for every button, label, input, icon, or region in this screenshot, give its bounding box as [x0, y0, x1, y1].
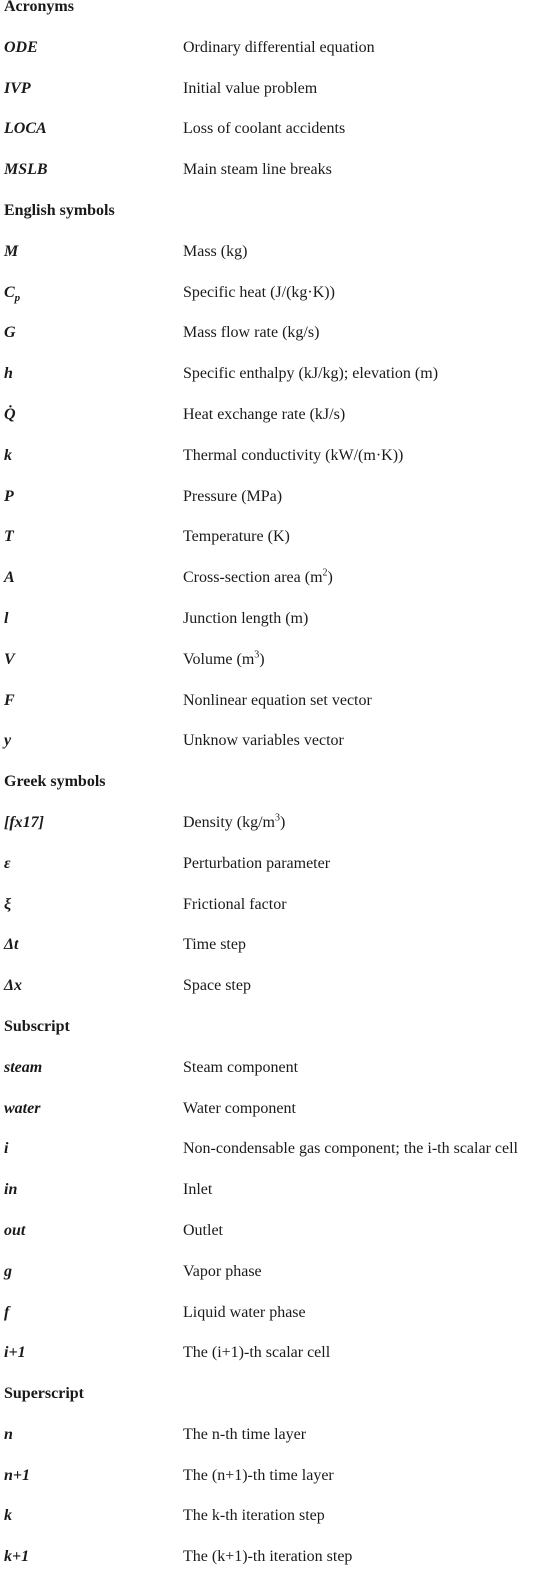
symbol-cp: $C_p$: [4, 283, 21, 304]
symbol-description: Outlet: [183, 1221, 223, 1239]
symbol-description: Vapor phase: [183, 1262, 262, 1280]
nomenclature-row: [0, 1099, 558, 1143]
symbol-f: f: [4, 1303, 10, 1321]
symbol-description: Heat exchange rate (kJ/s): [183, 405, 346, 423]
symbol-description: Density $(kg/m^3)$: [183, 812, 286, 831]
symbol-x: Δx: [4, 977, 23, 995]
symbol-ode: ODE: [4, 38, 38, 56]
nomenclature-row: [0, 326, 558, 367]
symbol-q: Q̇: [4, 405, 16, 423]
symbol-description: Junction length (m): [183, 609, 309, 627]
nomenclature-row: [0, 38, 558, 82]
nomenclature-row: [0, 1183, 558, 1224]
symbol-description: Time step: [183, 936, 246, 954]
nomenclature-row: [0, 530, 558, 571]
nomenclature-row: [0, 1509, 558, 1550]
symbol-n-1: n+1: [4, 1466, 31, 1484]
section-heading-superscript: [0, 1387, 558, 1428]
symbol-ivp: IVP: [4, 79, 31, 97]
symbol-i-1: i+1: [4, 1344, 26, 1362]
section-heading-greek-symbols: [0, 775, 558, 816]
nomenclature-row: [0, 812, 558, 857]
symbol-description: Perturbation parameter: [183, 854, 331, 872]
symbol-a: A: [4, 569, 15, 587]
nomenclature-row: [0, 1058, 558, 1102]
symbol-water: water: [4, 1099, 41, 1117]
symbol-n: n: [4, 1425, 13, 1443]
symbol-h: h: [4, 365, 13, 383]
nomenclature-row: [0, 283, 558, 327]
nomenclature-row: [0, 979, 558, 1020]
symbol-g: g: [4, 1262, 12, 1280]
nomenclature-row: [0, 487, 558, 531]
symbol-g: G: [4, 324, 16, 342]
symbol-description: Mass (kg): [183, 242, 248, 260]
symbol-description: Non-condensable gas component; the i-th scalar cell: [183, 1140, 518, 1158]
symbol-loca: LOCA: [4, 120, 47, 138]
nomenclature-row: [0, 1262, 558, 1306]
nomenclature-row: [0, 734, 558, 775]
nomenclature-row: [0, 163, 558, 204]
symbol-description: Main steam line breaks: [183, 161, 332, 179]
symbol-k: k: [4, 446, 12, 464]
section-title: English symbols: [4, 201, 115, 219]
symbol-fx17: [fx17]: [4, 813, 44, 831]
section-title: Superscript: [4, 1385, 84, 1403]
symbol-in: in: [4, 1181, 18, 1199]
symbol-description: Nonlinear equation set vector: [183, 691, 372, 709]
nomenclature-row: [0, 854, 558, 898]
nomenclature-row: [0, 567, 558, 612]
section-title: Greek symbols: [4, 773, 106, 791]
symbol-description: Cross-section area $(m^2)$: [183, 567, 333, 587]
nomenclature-row: [0, 1425, 558, 1469]
nomenclature-row: [0, 691, 558, 735]
nomenclature-row: [0, 1466, 558, 1510]
symbol-description: The k-th iteration step: [183, 1507, 325, 1525]
symbol-out: out: [4, 1221, 26, 1239]
symbol-description: The n-th time layer: [183, 1425, 307, 1443]
symbol-t: T: [4, 528, 14, 546]
symbol-description: Ordinary differential equation: [183, 38, 375, 56]
symbol-mslb: MSLB: [4, 161, 48, 179]
symbol-description: Frictional factor: [183, 895, 287, 913]
symbol-description: Thermal conductivity (kW/(m·K)): [183, 446, 404, 464]
section-heading-english-symbols: [0, 201, 558, 245]
symbol-description: Mass flow rate (kg/s): [183, 324, 320, 342]
symbol-description: Steam component: [183, 1058, 299, 1076]
symbol-description: Liquid water phase: [183, 1303, 306, 1321]
nomenclature-row: [0, 1303, 558, 1347]
symbol-steam: steam: [4, 1058, 43, 1076]
symbol-description: Loss of coolant accidents: [183, 120, 346, 138]
symbol-description: Volume $(m^3)$: [183, 649, 265, 668]
symbol-description: The (i+1)-th scalar cell: [183, 1344, 331, 1362]
nomenclature-row: [0, 938, 558, 979]
symbol-m: M: [4, 242, 19, 260]
section-title: Acronyms: [4, 0, 74, 15]
section-heading-subscript: [0, 1017, 558, 1061]
symbol-y: y⃗: [4, 732, 24, 750]
symbol-k: k: [4, 1507, 12, 1525]
symbol-t: Δt: [4, 936, 19, 954]
nomenclature-row: [0, 446, 558, 490]
symbol-symbol: ε: [4, 854, 11, 872]
nomenclature-row: [0, 895, 558, 939]
symbol-k-1: k+1: [4, 1548, 30, 1566]
symbol-description: Inlet: [183, 1181, 213, 1199]
nomenclature-row: [0, 79, 558, 123]
nomenclature-row: [0, 1550, 558, 1591]
symbol-description: Initial value problem: [183, 79, 318, 97]
symbol-description: Specific heat (J/(kg·K)): [183, 283, 335, 301]
nomenclature-row: [0, 649, 558, 694]
symbol-description: Specific enthalpy (kJ/kg); elevation (m): [183, 365, 439, 383]
symbol-p: P: [4, 487, 14, 505]
section-title: Subscript: [4, 1017, 70, 1035]
symbol-description: The (n+1)-th time layer: [183, 1466, 334, 1484]
nomenclature-row: [0, 367, 558, 408]
nomenclature-row: [0, 1346, 558, 1387]
symbol-description: Temperature (K): [183, 528, 290, 546]
symbol-symbol: ξ: [4, 895, 12, 913]
symbol-i: i: [4, 1140, 9, 1158]
section-heading-acronyms: [0, 0, 558, 41]
nomenclature-row: [0, 609, 558, 653]
nomenclature-row: [0, 242, 558, 286]
symbol-description: Pressure (MPa): [183, 487, 283, 505]
nomenclature-row: [0, 122, 558, 163]
symbol-description: Space step: [183, 977, 251, 995]
nomenclature-row: [0, 1221, 558, 1265]
symbol-v: V: [4, 650, 15, 668]
nomenclature-row: [0, 405, 558, 449]
symbol-l: l: [4, 609, 9, 627]
symbol-description: Water component: [183, 1099, 296, 1117]
symbol-description: The (k+1)-th iteration step: [183, 1548, 353, 1566]
symbol-f: F⃗: [4, 691, 28, 709]
symbol-description: Unknow variables vector: [183, 732, 344, 750]
nomenclature-row: [0, 1142, 558, 1183]
